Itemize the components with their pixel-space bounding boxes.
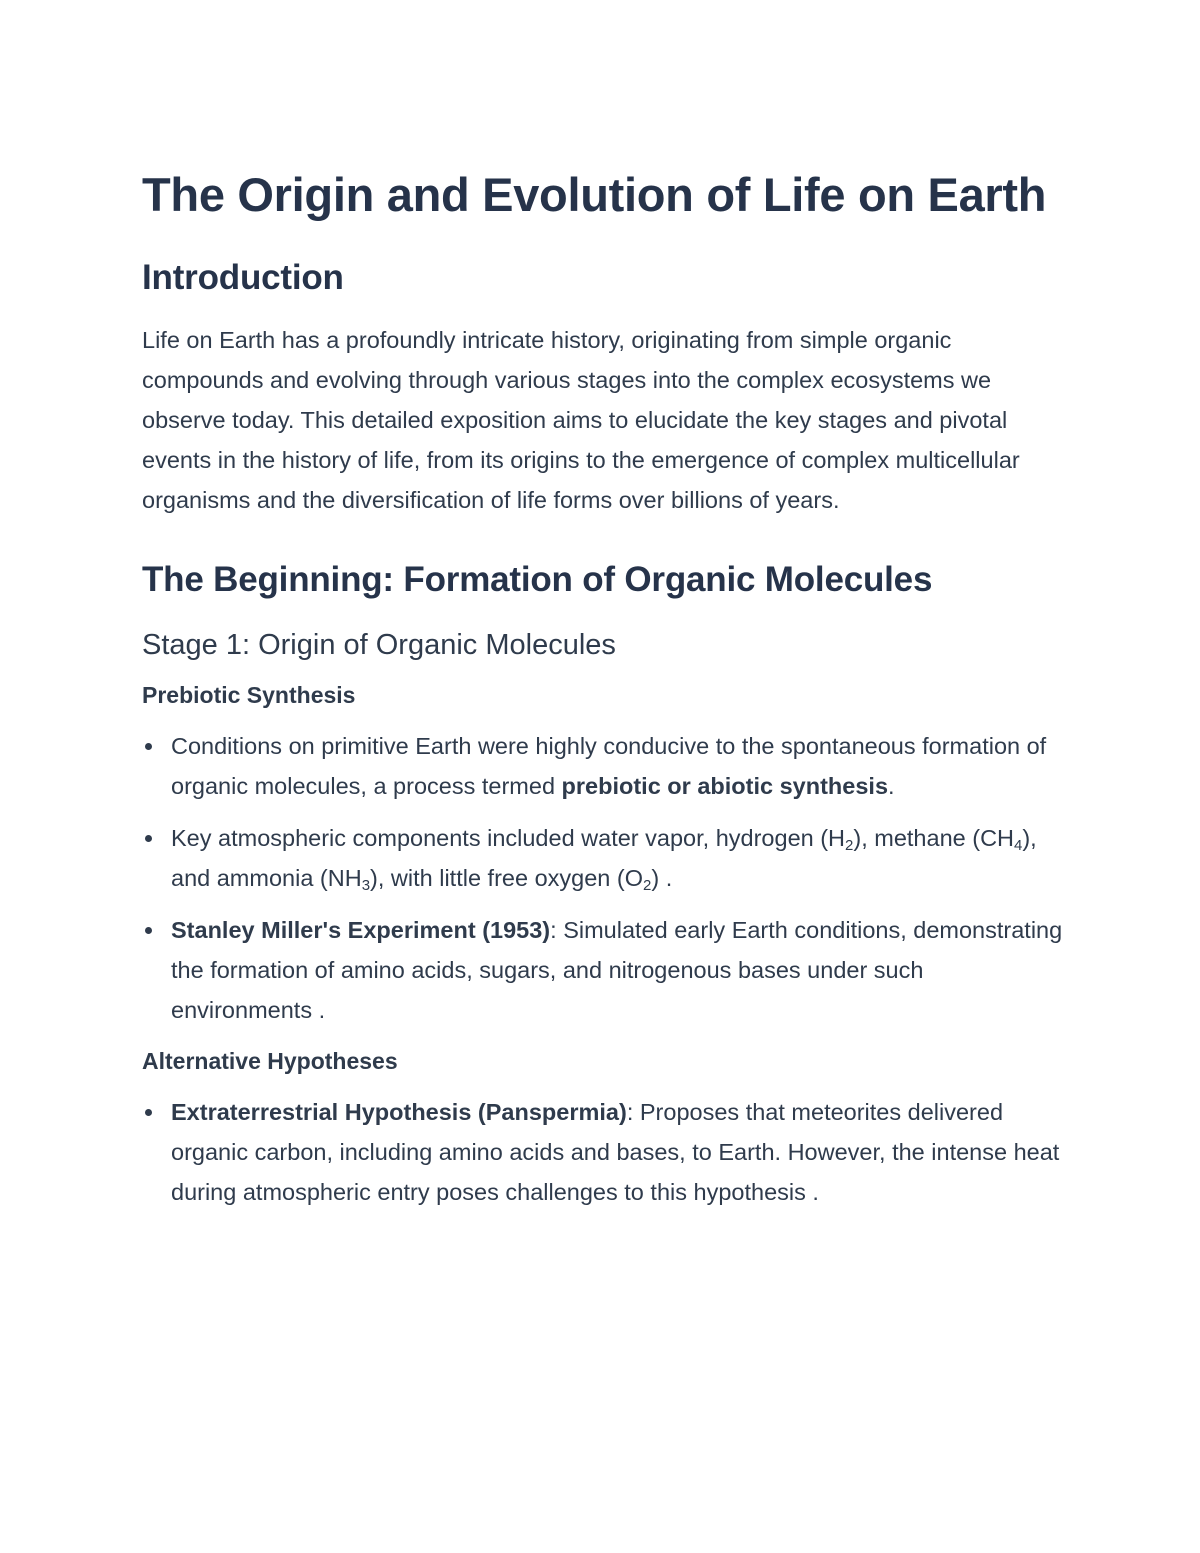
section-heading-formation: The Beginning: Formation of Organic Molecules: [142, 560, 933, 599]
list-item-text: ) .: [651, 865, 673, 891]
list-item-text: Key atmospheric components included water vapor, hydrogen (H: [171, 825, 846, 851]
list-item-text: Conditions on primitive Earth were highly conducive to the spontaneous formation of organic molecules, a process termed: [171, 733, 1047, 799]
subscript: 3: [361, 877, 371, 894]
bullet-icon: [145, 743, 152, 750]
list-item-bold: Stanley Miller's Experiment (1953): [171, 917, 551, 943]
list-item-text: : Proposes that meteorites delivered organic carbon, including amino acids and bases, to Earth. However, the intense heat during atmospheric entry poses challenges to this hypothesis .: [171, 1099, 1060, 1205]
introduction-heading: Introduction: [142, 258, 344, 297]
list-item-text: ), with little free oxygen (O: [370, 865, 643, 891]
list-item-bold: Extraterrestrial Hypothesis (Panspermia): [171, 1099, 627, 1125]
prebiotic-list: [142, 726, 1067, 1030]
stage-heading: Stage 1: Origin of Organic Molecules: [142, 629, 616, 661]
alternative-hypotheses-heading: Alternative Hypotheses: [142, 1048, 398, 1074]
subscript: 4: [1014, 837, 1023, 854]
list-item: [142, 1092, 1067, 1212]
bullet-icon: [145, 1109, 152, 1116]
list-item: [142, 910, 1067, 1030]
alternatives-list: [142, 1092, 1067, 1212]
list-item-text: ), methane (CH: [853, 825, 1015, 851]
list-item: [142, 818, 1067, 898]
list-item-text: ), and ammonia (NH: [171, 825, 1037, 891]
bullet-icon: [145, 835, 152, 842]
list-item-end: .: [888, 773, 895, 799]
subscript: 2: [643, 877, 652, 894]
list-item-text: : Simulated early Earth conditions, demonstrating the formation of amino acids, sugars, and nitrogenous bases under such environments .: [171, 917, 1063, 1023]
prebiotic-synthesis-heading: Prebiotic Synthesis: [142, 682, 356, 708]
page-title: The Origin and Evolution of Life on Earth: [142, 168, 1047, 221]
document-page: [142, 166, 1067, 1224]
list-item-bold: prebiotic or abiotic synthesis: [561, 773, 889, 799]
bullet-icon: [145, 927, 152, 934]
subscript: 2: [845, 837, 854, 854]
list-item: [142, 726, 1067, 806]
introduction-paragraph: Life on Earth has a profoundly intricate history, originating from simple organic compounds and evolving through various stages into the complex ecosystems we observe today. This detailed exposition aims to elucidate the key stages and pivotal events in the history of life, from its origins to the emergence of complex multicellular organisms and the diversification of life forms over billions of years.: [142, 327, 1020, 513]
